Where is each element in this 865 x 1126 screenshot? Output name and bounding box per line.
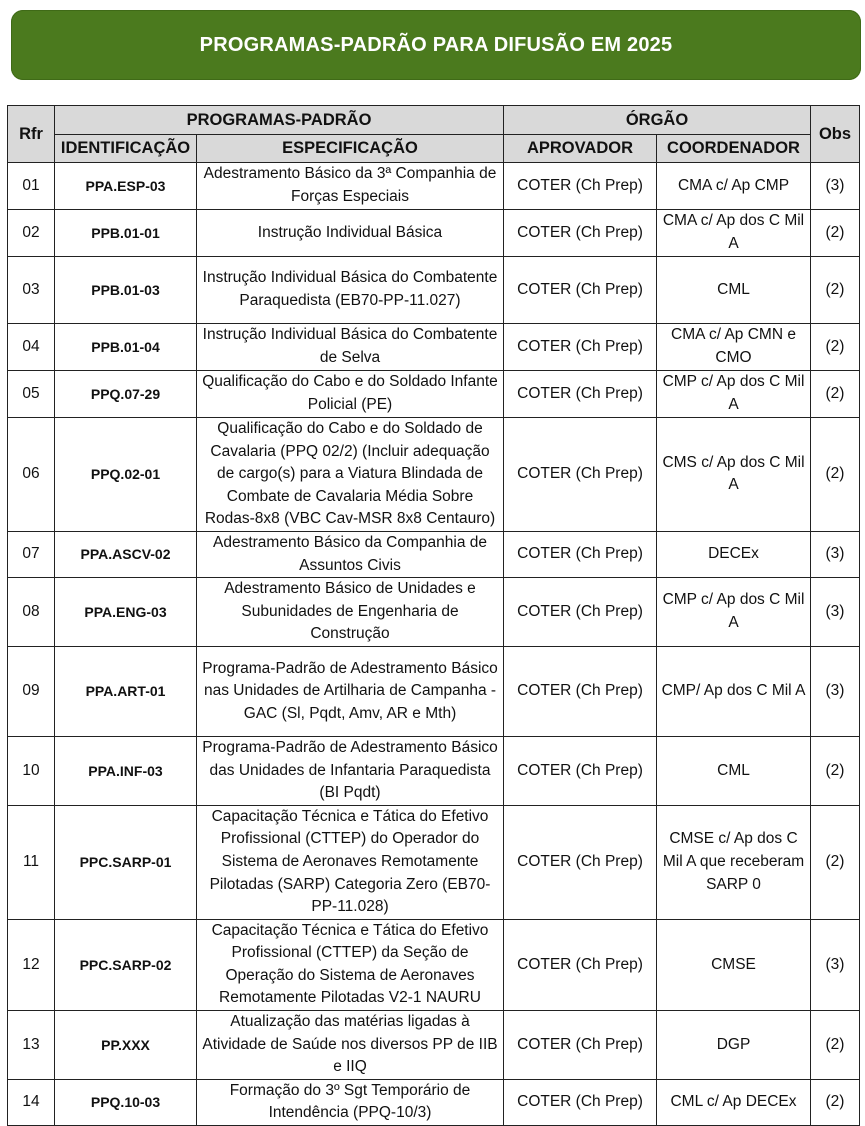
- header-identificacao: IDENTIFICAÇÃO: [55, 135, 197, 163]
- cell-obs: (2): [811, 1011, 860, 1080]
- cell-rfr: 04: [8, 324, 55, 371]
- cell-obs: (2): [811, 418, 860, 532]
- cell-rfr: 10: [8, 736, 55, 805]
- table-row: [8, 371, 860, 418]
- cell-especificacao: Capacitação Técnica e Tática do Efetivo Profissional (CTTEP) da Seção de Operação do Sistema de Aeronaves Remotamente Pilotadas V2-1 NAURU: [197, 919, 504, 1010]
- cell-identificacao: PPA.ENG-03: [55, 578, 197, 647]
- cell-rfr: 05: [8, 371, 55, 418]
- header-obs: Obs: [811, 106, 860, 163]
- header-coordenador: COORDENADOR: [657, 135, 811, 163]
- cell-rfr: 06: [8, 418, 55, 532]
- table-row: [8, 736, 860, 805]
- cell-aprovador: COTER (Ch Prep): [504, 210, 657, 257]
- cell-coordenador: CMA c/ Ap CMN e CMO: [657, 324, 811, 371]
- cell-obs: (3): [811, 919, 860, 1010]
- cell-coordenador: CMSE c/ Ap dos C Mil A que receberam SARP 0: [657, 805, 811, 919]
- cell-especificacao: Qualificação do Cabo e do Soldado Infante Policial (PE): [197, 371, 504, 418]
- cell-identificacao: PP.XXX: [55, 1011, 197, 1080]
- cell-especificacao: Adestramento Básico da Companhia de Assuntos Civis: [197, 531, 504, 577]
- cell-especificacao: Formação do 3º Sgt Temporário de Intendência (PPQ-10/3): [197, 1079, 504, 1125]
- cell-identificacao: PPQ.07-29: [55, 371, 197, 418]
- cell-especificacao: Adestramento Básico da 3ª Companhia de Forças Especiais: [197, 163, 504, 210]
- cell-identificacao: PPA.INF-03: [55, 736, 197, 805]
- cell-especificacao: Instrução Individual Básica: [197, 210, 504, 257]
- cell-coordenador: CML: [657, 257, 811, 324]
- cell-obs: (3): [811, 578, 860, 647]
- cell-especificacao: Capacitação Técnica e Tática do Efetivo Profissional (CTTEP) do Operador do Sistema de Aeronaves Remotamente Pilotadas (SARP) Categoria Zero (EB70-PP-11.028): [197, 805, 504, 919]
- cell-identificacao: PPC.SARP-01: [55, 805, 197, 919]
- table-row: [8, 1011, 860, 1080]
- header-especificacao: ESPECIFICAÇÃO: [197, 135, 504, 163]
- cell-coordenador: CMA c/ Ap dos C Mil A: [657, 210, 811, 257]
- table-body: [8, 163, 860, 1126]
- header-programas-padrao: PROGRAMAS-PADRÃO: [55, 106, 504, 135]
- page-title: PROGRAMAS-PADRÃO PARA DIFUSÃO EM 2025: [199, 33, 673, 56]
- cell-aprovador: COTER (Ch Prep): [504, 531, 657, 577]
- cell-obs: (2): [811, 324, 860, 371]
- cell-coordenador: CMSE: [657, 919, 811, 1010]
- cell-aprovador: COTER (Ch Prep): [504, 371, 657, 418]
- cell-coordenador: DGP: [657, 1011, 811, 1080]
- cell-especificacao: Adestramento Básico de Unidades e Subunidades de Engenharia de Construção: [197, 578, 504, 647]
- cell-rfr: 01: [8, 163, 55, 210]
- cell-especificacao: Programa-Padrão de Adestramento Básico nas Unidades de Artilharia de Campanha - GAC (Sl, Pqdt, Amv, AR e Mth): [197, 646, 504, 736]
- cell-identificacao: PPB.01-01: [55, 210, 197, 257]
- cell-aprovador: COTER (Ch Prep): [504, 578, 657, 647]
- cell-especificacao: Instrução Individual Básica do Combatente Paraquedista (EB70-PP-11.027): [197, 257, 504, 324]
- cell-aprovador: COTER (Ch Prep): [504, 163, 657, 210]
- cell-obs: (3): [811, 646, 860, 736]
- title-banner: [11, 10, 861, 80]
- cell-identificacao: PPA.ASCV-02: [55, 531, 197, 577]
- cell-coordenador: CML c/ Ap DECEx: [657, 1079, 811, 1125]
- cell-coordenador: CML: [657, 736, 811, 805]
- header-row-sub: [8, 135, 860, 163]
- cell-rfr: 09: [8, 646, 55, 736]
- cell-obs: (2): [811, 805, 860, 919]
- cell-identificacao: PPB.01-03: [55, 257, 197, 324]
- cell-rfr: 14: [8, 1079, 55, 1125]
- header-aprovador: APROVADOR: [504, 135, 657, 163]
- cell-rfr: 07: [8, 531, 55, 577]
- cell-coordenador: CMS c/ Ap dos C Mil A: [657, 418, 811, 532]
- cell-coordenador: CMP c/ Ap dos C Mil A: [657, 578, 811, 647]
- header-orgao: ÓRGÃO: [504, 106, 811, 135]
- cell-coordenador: CMA c/ Ap CMP: [657, 163, 811, 210]
- table-row: [8, 646, 860, 736]
- cell-rfr: 08: [8, 578, 55, 647]
- cell-aprovador: COTER (Ch Prep): [504, 736, 657, 805]
- cell-identificacao: PPA.ART-01: [55, 646, 197, 736]
- table-row: [8, 324, 860, 371]
- cell-aprovador: COTER (Ch Prep): [504, 919, 657, 1010]
- cell-aprovador: COTER (Ch Prep): [504, 418, 657, 532]
- table-row: [8, 210, 860, 257]
- cell-obs: (3): [811, 163, 860, 210]
- cell-aprovador: COTER (Ch Prep): [504, 1011, 657, 1080]
- cell-obs: (2): [811, 736, 860, 805]
- header-rfr: Rfr: [8, 106, 55, 163]
- table-row: [8, 257, 860, 324]
- cell-rfr: 12: [8, 919, 55, 1010]
- cell-identificacao: PPQ.10-03: [55, 1079, 197, 1125]
- table-row: [8, 1079, 860, 1125]
- cell-aprovador: COTER (Ch Prep): [504, 646, 657, 736]
- cell-especificacao: Programa-Padrão de Adestramento Básico das Unidades de Infantaria Paraquedista (BI Pqdt): [197, 736, 504, 805]
- cell-coordenador: CMP c/ Ap dos C Mil A: [657, 371, 811, 418]
- cell-obs: (2): [811, 371, 860, 418]
- cell-rfr: 11: [8, 805, 55, 919]
- cell-obs: (2): [811, 210, 860, 257]
- cell-obs: (2): [811, 257, 860, 324]
- table-row: [8, 578, 860, 647]
- programs-table: [7, 105, 860, 1126]
- cell-coordenador: DECEx: [657, 531, 811, 577]
- cell-obs: (2): [811, 1079, 860, 1125]
- cell-identificacao: PPA.ESP-03: [55, 163, 197, 210]
- cell-especificacao: Qualificação do Cabo e do Soldado de Cavalaria (PPQ 02/2) (Incluir adequação de cargo(s) para a Viatura Blindada de Combate de Cavalaria Média Sobre Rodas-8x8 (VBC Cav-MSR 8x8 Centauro): [197, 418, 504, 532]
- cell-coordenador: CMP/ Ap dos C Mil A: [657, 646, 811, 736]
- table-row: [8, 163, 860, 210]
- cell-aprovador: COTER (Ch Prep): [504, 257, 657, 324]
- table-row: [8, 531, 860, 577]
- cell-rfr: 02: [8, 210, 55, 257]
- cell-especificacao: Atualização das matérias ligadas à Atividade de Saúde nos diversos PP de IIB e IIQ: [197, 1011, 504, 1080]
- cell-especificacao: Instrução Individual Básica do Combatente de Selva: [197, 324, 504, 371]
- cell-rfr: 03: [8, 257, 55, 324]
- cell-rfr: 13: [8, 1011, 55, 1080]
- cell-identificacao: PPB.01-04: [55, 324, 197, 371]
- cell-aprovador: COTER (Ch Prep): [504, 1079, 657, 1125]
- table-row: [8, 805, 860, 919]
- cell-obs: (3): [811, 531, 860, 577]
- table-row: [8, 418, 860, 532]
- table-row: [8, 919, 860, 1010]
- cell-identificacao: PPC.SARP-02: [55, 919, 197, 1010]
- cell-identificacao: PPQ.02-01: [55, 418, 197, 532]
- cell-aprovador: COTER (Ch Prep): [504, 324, 657, 371]
- header-row-top: [8, 106, 860, 135]
- cell-aprovador: COTER (Ch Prep): [504, 805, 657, 919]
